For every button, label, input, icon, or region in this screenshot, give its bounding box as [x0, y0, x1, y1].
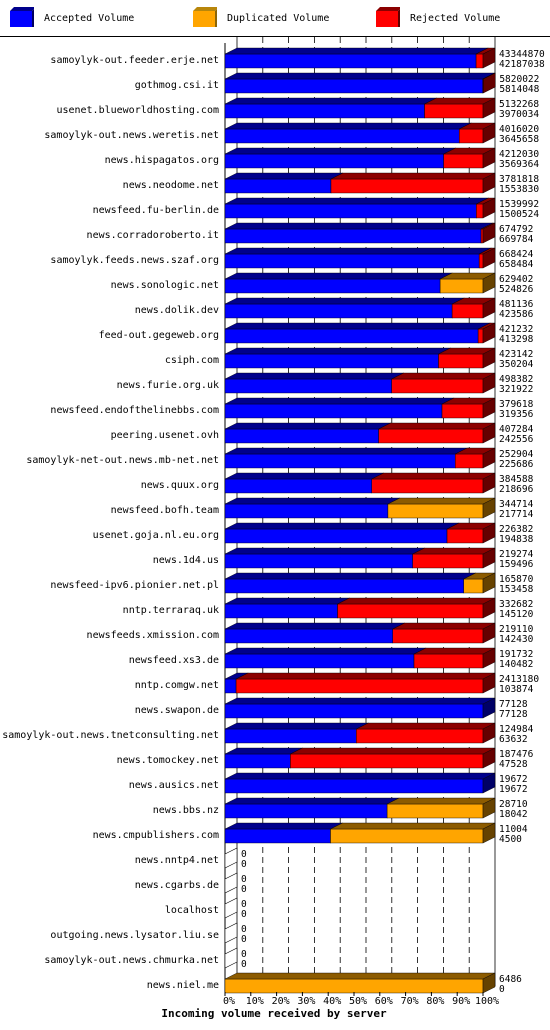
bar-rejected: [425, 104, 483, 118]
bar-rejected-top: [356, 723, 495, 729]
bar-rejected: [338, 604, 483, 618]
bar-duplicated: [440, 279, 483, 293]
total-value: 0: [241, 874, 247, 885]
x-tick-label: 70%: [400, 996, 419, 1007]
accepted-value: 145120: [499, 609, 534, 620]
x-tick-label: 0%: [222, 996, 236, 1007]
bar-accepted: [225, 579, 464, 593]
bar-empty: [225, 948, 237, 968]
total-value: 481136: [499, 299, 534, 310]
bar-rejected: [414, 654, 483, 668]
accepted-value: 242556: [499, 434, 534, 445]
bar-accepted-top: [225, 198, 488, 204]
bar-rejected-top: [331, 173, 495, 179]
total-value: 5132268: [499, 99, 540, 110]
bar-rejected: [392, 379, 483, 393]
chart-legend: [0, 0, 550, 37]
bar-rejected: [413, 554, 483, 568]
bar-accepted-top: [225, 573, 476, 579]
accepted-value: 42187038: [499, 59, 545, 70]
total-value: 19672: [499, 774, 528, 785]
total-value: 191732: [499, 649, 534, 660]
bar-accepted-top: [225, 723, 368, 729]
accepted-value: 4500: [499, 834, 522, 845]
bar-accepted-top: [225, 348, 451, 354]
accepted-value: 413298: [499, 334, 534, 345]
bar-accepted: [225, 279, 440, 293]
bar-duplicated: [464, 579, 483, 593]
category-label: news.furie.org.uk: [116, 380, 219, 391]
category-label: news.cmpublishers.com: [92, 830, 219, 841]
bar-accepted: [225, 829, 331, 843]
bar-accepted: [225, 254, 479, 268]
accepted-value: 0: [241, 859, 247, 870]
accepted-value: 47528: [499, 759, 528, 770]
bar-rejected: [439, 354, 483, 368]
bar-accepted: [225, 754, 290, 768]
bar-accepted: [225, 479, 372, 493]
x-tick-label: 40%: [323, 996, 342, 1007]
category-label: localhost: [164, 905, 219, 916]
accepted-value: 0: [241, 934, 247, 945]
x-tick-label: 50%: [348, 996, 368, 1007]
bar-rejected-top: [413, 548, 495, 554]
category-label: newsfeed.endofthelinebbs.com: [50, 405, 219, 416]
bar-accepted: [225, 79, 483, 93]
accepted-value: 3970034: [499, 109, 540, 120]
total-value: 11004: [499, 824, 528, 835]
bar-duplicated-top: [331, 823, 495, 829]
bar-duplicated-top: [225, 973, 495, 979]
bar-rejected: [356, 729, 483, 743]
accepted-value: 0: [241, 959, 247, 970]
category-label: usenet.blueworldhosting.com: [56, 105, 219, 116]
accepted-value: 3569364: [499, 159, 540, 170]
category-label: peering.usenet.ovh: [110, 430, 219, 441]
bar-accepted: [225, 354, 439, 368]
bar-rejected: [372, 479, 483, 493]
accepted-value: 423586: [499, 309, 534, 320]
bar-rejected: [479, 254, 483, 268]
total-value: 498382: [499, 374, 534, 385]
accepted-value: 140482: [499, 659, 534, 670]
category-label: samoylyk-out.feeder.erje.net: [50, 55, 219, 66]
total-value: 379618: [499, 399, 534, 410]
bar-accepted-top: [225, 773, 495, 779]
bar-empty: [225, 873, 237, 893]
category-label: newsfeed.xs3.de: [128, 655, 219, 666]
total-value: 226382: [499, 524, 534, 535]
bar-accepted: [225, 679, 236, 693]
accepted-value: 142430: [499, 634, 534, 645]
bar-rejected-top: [338, 598, 495, 604]
bar-rejected: [447, 529, 483, 543]
x-tick-label: 80%: [426, 996, 445, 1007]
bar-accepted: [225, 529, 447, 543]
total-value: 1539992: [499, 199, 540, 210]
bar-accepted-top: [225, 523, 459, 529]
bar-duplicated: [225, 979, 483, 993]
bar-accepted-top: [225, 623, 405, 629]
legend-swatch-rejected: [376, 7, 400, 27]
category-label: samoylyk-out.news.tnetconsulting.net: [2, 730, 219, 741]
category-label: news.corradoroberto.it: [86, 230, 219, 241]
total-value: 43344870: [499, 49, 545, 60]
total-value: 3781818: [499, 174, 540, 185]
x-tick-label: 60%: [374, 996, 393, 1007]
bar-rejected: [478, 329, 483, 343]
bar-rejected-top: [290, 748, 495, 754]
bar-rejected: [236, 679, 483, 693]
bar-accepted: [225, 129, 459, 143]
bar-rejected: [444, 154, 483, 168]
legend-label-accepted: Accepted Volume: [44, 13, 135, 24]
bar-accepted: [225, 654, 414, 668]
bar-accepted: [225, 404, 442, 418]
category-label: newsfeed.bofh.team: [110, 505, 219, 516]
bar-accepted: [225, 779, 483, 793]
x-tick-label: 100%: [474, 996, 500, 1007]
total-value: 2413180: [499, 674, 540, 685]
bar-rejected: [331, 179, 483, 193]
bar-accepted-top: [225, 798, 399, 804]
bar-accepted: [225, 304, 452, 318]
bar-rejected-top: [379, 423, 495, 429]
total-value: 28710: [499, 799, 528, 810]
bar-rejected: [476, 54, 483, 68]
bar-accepted-top: [225, 398, 454, 404]
legend-label-duplicated: Duplicated Volume: [227, 13, 330, 24]
bar-accepted: [225, 554, 413, 568]
bar-rejected-top: [372, 473, 495, 479]
legend-swatch-accepted: [10, 7, 34, 27]
bar-accepted-top: [225, 273, 452, 279]
bar-rejected: [393, 629, 483, 643]
bar-accepted: [225, 704, 483, 718]
bar-accepted-top: [225, 248, 491, 254]
accepted-value: 319356: [499, 409, 534, 420]
total-value: 668424: [499, 249, 534, 260]
total-value: 4212030: [499, 149, 540, 160]
x-tick-label: 20%: [271, 996, 290, 1007]
category-label: gothmog.csi.it: [134, 80, 219, 91]
total-value: 344714: [499, 499, 534, 510]
category-label: feed-out.gegeweb.org: [98, 330, 219, 341]
bar-rejected: [442, 404, 483, 418]
bar-accepted: [225, 804, 387, 818]
bar-accepted-top: [225, 823, 343, 829]
category-label: news.ausics.net: [128, 780, 219, 791]
category-label: samoylyk.feeds.news.szaf.org: [50, 255, 219, 266]
category-label: csiph.com: [164, 355, 219, 366]
bar-empty: [225, 898, 237, 918]
total-value: 423142: [499, 349, 534, 360]
category-label: news.quux.org: [140, 480, 219, 491]
total-value: 421232: [499, 324, 534, 335]
x-tick-label: 90%: [452, 996, 471, 1007]
x-tick-label: 30%: [297, 996, 316, 1007]
total-value: 384588: [499, 474, 534, 485]
bar-accepted-top: [225, 223, 493, 229]
bar-empty: [225, 923, 237, 943]
accepted-value: 1553830: [499, 184, 540, 195]
total-value: 77128: [499, 699, 528, 710]
bar-accepted-top: [225, 173, 343, 179]
category-label: news.swapon.de: [134, 705, 219, 716]
category-label: newsfeed-ipv6.pionier.net.pl: [50, 580, 219, 591]
bar-accepted: [225, 379, 392, 393]
stacked-bar-chart: [0, 37, 550, 1030]
category-label: news.neodome.net: [122, 180, 219, 191]
bar-accepted-top: [225, 698, 495, 704]
bar-accepted-top: [225, 473, 384, 479]
total-value: 629402: [499, 274, 534, 285]
category-label: nntp.terraraq.uk: [122, 605, 219, 616]
total-value: 187476: [499, 749, 534, 760]
bar-accepted-top: [225, 73, 495, 79]
bar-rejected: [476, 204, 483, 218]
bar-accepted-top: [225, 448, 467, 454]
accepted-value: 218696: [499, 484, 534, 495]
bar-duplicated: [388, 504, 483, 518]
accepted-value: 1500524: [499, 209, 540, 220]
legend-swatch-duplicated: [193, 7, 217, 27]
accepted-value: 194838: [499, 534, 534, 545]
category-label: samoylyk-out.news.weretis.net: [44, 130, 219, 141]
category-label: news.1d4.us: [152, 555, 219, 566]
category-label: news.nntp4.net: [134, 855, 219, 866]
accepted-value: 77128: [499, 709, 528, 720]
bar-accepted-top: [225, 423, 391, 429]
bar-accepted-top: [225, 598, 350, 604]
category-label: usenet.goja.nl.eu.org: [92, 530, 219, 541]
category-label: news.hispagatos.org: [104, 155, 219, 166]
total-value: 165870: [499, 574, 534, 585]
bar-accepted: [225, 729, 356, 743]
bar-accepted-top: [225, 548, 425, 554]
total-value: 0: [241, 899, 247, 910]
category-label: newsfeed.fu-berlin.de: [92, 205, 219, 216]
accepted-value: 524826: [499, 284, 534, 295]
bar-accepted-top: [225, 98, 437, 104]
bar-accepted: [225, 329, 478, 343]
accepted-value: 669784: [499, 234, 534, 245]
total-value: 5820022: [499, 74, 540, 85]
category-label: samoylyk-out.news.chmurka.net: [44, 955, 219, 966]
category-label: nntp.comgw.net: [134, 680, 219, 691]
total-value: 252904: [499, 449, 534, 460]
bar-accepted: [225, 604, 338, 618]
bar-duplicated: [331, 829, 483, 843]
accepted-value: 103874: [499, 684, 534, 695]
total-value: 332682: [499, 599, 534, 610]
bar-accepted: [225, 54, 476, 68]
total-value: 0: [241, 924, 247, 935]
accepted-value: 153458: [499, 584, 534, 595]
x-axis-title: Incoming volume received by server: [161, 1007, 387, 1020]
accepted-value: 0: [241, 909, 247, 920]
category-label: news.bbs.nz: [152, 805, 219, 816]
category-label: news.cgarbs.de: [134, 880, 219, 891]
accepted-value: 350204: [499, 359, 534, 370]
bar-accepted: [225, 154, 444, 168]
category-label: news.niel.me: [146, 980, 219, 991]
bar-rejected: [452, 304, 483, 318]
bar-rejected: [455, 454, 483, 468]
bar-accepted: [225, 204, 476, 218]
legend-label-rejected: Rejected Volume: [410, 13, 501, 24]
accepted-value: 5814048: [499, 84, 540, 95]
accepted-value: 3645658: [499, 134, 540, 145]
accepted-value: 217714: [499, 509, 534, 520]
x-tick-label: 10%: [245, 996, 264, 1007]
bar-accepted-top: [225, 148, 456, 154]
bar-accepted-top: [225, 48, 488, 54]
bar-accepted-top: [225, 298, 464, 304]
accepted-value: 0: [499, 984, 505, 995]
total-value: 124984: [499, 724, 534, 735]
total-value: 219274: [499, 549, 534, 560]
bar-duplicated-top: [387, 798, 495, 804]
bar-accepted: [225, 429, 379, 443]
bar-accepted: [225, 179, 331, 193]
bar-accepted: [225, 504, 388, 518]
bar-accepted: [225, 454, 455, 468]
category-label: outgoing.news.lysator.liu.se: [50, 930, 219, 941]
accepted-value: 18042: [499, 809, 528, 820]
category-label: newsfeeds.xmission.com: [86, 630, 219, 641]
bar-rejected-top: [414, 648, 495, 654]
total-value: 0: [241, 849, 247, 860]
category-label: news.dolik.dev: [134, 305, 219, 316]
total-value: 219110: [499, 624, 534, 635]
bar-accepted-top: [225, 323, 490, 329]
bar-rejected-top: [236, 673, 495, 679]
bar-empty: [225, 848, 237, 868]
bar-rejected: [290, 754, 483, 768]
bar-duplicated: [387, 804, 483, 818]
category-label: news.sonologic.net: [110, 280, 219, 291]
bar-rejected: [459, 129, 483, 143]
bar-accepted: [225, 629, 393, 643]
bar-rejected-top: [393, 623, 495, 629]
bar-rejected: [481, 229, 483, 243]
bar-rejected-top: [392, 373, 495, 379]
bar-rejected: [379, 429, 483, 443]
total-value: 0: [241, 949, 247, 960]
accepted-value: 321922: [499, 384, 534, 395]
accepted-value: 225686: [499, 459, 534, 470]
accepted-value: 159496: [499, 559, 534, 570]
bar-accepted-top: [225, 373, 404, 379]
accepted-value: 658484: [499, 259, 534, 270]
bar-accepted-top: [225, 123, 471, 129]
accepted-value: 63632: [499, 734, 528, 745]
bar-accepted: [225, 229, 481, 243]
category-label: news.tomockey.net: [116, 755, 219, 766]
total-value: 674792: [499, 224, 534, 235]
category-label: samoylyk-net-out.news.mb-net.net: [26, 455, 219, 466]
bar-duplicated-top: [388, 498, 495, 504]
bar-accepted-top: [225, 498, 400, 504]
bar-accepted-top: [225, 748, 302, 754]
accepted-value: 0: [241, 884, 247, 895]
total-value: 6486: [499, 974, 522, 985]
accepted-value: 19672: [499, 784, 528, 795]
bar-accepted: [225, 104, 425, 118]
total-value: 4016020: [499, 124, 540, 135]
total-value: 407284: [499, 424, 534, 435]
bar-accepted-top: [225, 648, 426, 654]
